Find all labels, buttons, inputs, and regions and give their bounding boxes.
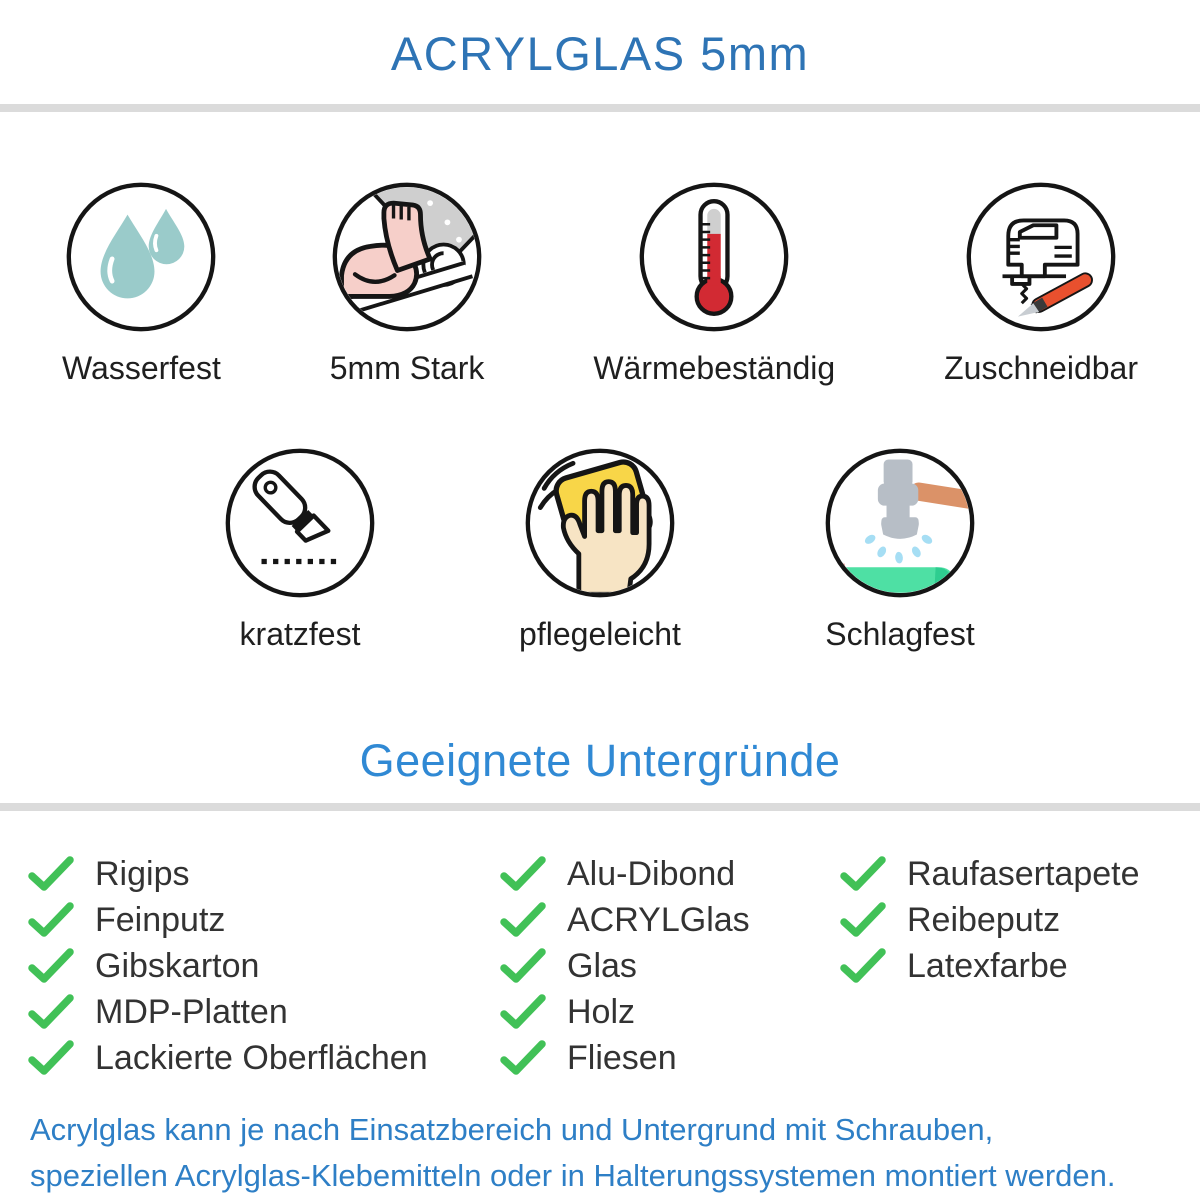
feature-label: pflegeleicht: [519, 616, 681, 652]
feature-label: Schlagfest: [825, 616, 975, 652]
utility-knife-icon: [223, 446, 377, 600]
checkmark-icon: [840, 948, 886, 984]
checkmark-icon: [28, 902, 74, 938]
feature-label: 5mm Stark: [329, 350, 485, 386]
list-item: [500, 855, 840, 893]
flexed-arm-sheet-icon: [330, 180, 484, 334]
feature-waermebestaendig: [593, 180, 835, 387]
substrates-section-title: Geeignete Untergründe: [359, 735, 841, 786]
water-drops-icon: [64, 180, 218, 334]
list-item-label: Alu-Dibond: [567, 854, 736, 893]
list-item: [840, 947, 1200, 985]
checkmark-icon: [500, 1040, 546, 1076]
checkmark-icon: [500, 856, 546, 892]
features-row-2: [0, 446, 1200, 653]
substrates-column-1: [28, 855, 500, 1085]
list-item: [500, 1039, 840, 1077]
list-item-label: Feinputz: [95, 900, 226, 939]
list-item: [28, 1039, 500, 1077]
divider-substrates: [0, 803, 1200, 811]
features-row-1: [0, 180, 1200, 387]
mounting-note: [30, 1107, 1200, 1199]
checkmark-icon: [28, 948, 74, 984]
hammer-impact-icon: [823, 446, 977, 600]
feature-zuschneidbar: [944, 180, 1138, 387]
list-item: [500, 993, 840, 1031]
thermometer-icon: [637, 180, 791, 334]
list-item-label: Rigips: [95, 854, 190, 893]
list-item-label: Glas: [567, 946, 637, 985]
list-item-label: Lackierte Oberflächen: [95, 1038, 428, 1077]
feature-label: Zuschneidbar: [944, 350, 1138, 386]
feature-pflegeleicht: [472, 446, 728, 653]
cleaning-hand-icon: [523, 446, 677, 600]
substrates-list: [0, 811, 1200, 1085]
substrates-column-2: [500, 855, 840, 1085]
mounting-note-line2: speziellen Acrylglas-Klebemitteln oder in Halterungssystemen montiert werden.: [30, 1158, 1116, 1193]
feature-wasserfest: [62, 180, 221, 387]
list-item: [840, 901, 1200, 939]
list-item-label: MDP-Platten: [95, 992, 288, 1031]
divider-top: [0, 104, 1200, 112]
list-item-label: Holz: [567, 992, 636, 1031]
list-item-label: Fliesen: [567, 1038, 677, 1077]
list-item: [28, 993, 500, 1031]
checkmark-icon: [840, 856, 886, 892]
page-title: ACRYLGLAS 5mm: [390, 27, 810, 80]
list-item: [28, 947, 500, 985]
list-item: [28, 855, 500, 893]
feature-5mm-stark: [330, 180, 485, 387]
list-item-label: ACRYLGlas: [567, 900, 750, 939]
feature-kratzfest: [172, 446, 428, 653]
checkmark-icon: [500, 948, 546, 984]
checkmark-icon: [28, 856, 74, 892]
list-item: [500, 901, 840, 939]
substrates-column-3: [840, 855, 1200, 1085]
feature-schlagfest: [772, 446, 1028, 653]
list-item: [500, 947, 840, 985]
list-item-label: Gibskarton: [95, 946, 260, 985]
checkmark-icon: [28, 1040, 74, 1076]
checkmark-icon: [500, 994, 546, 1030]
mounting-note-line1: Acrylglas kann je nach Einsatzbereich und Untergrund mit Schrauben,: [30, 1112, 994, 1147]
checkmark-icon: [840, 902, 886, 938]
list-item-label: Raufasertapete: [907, 854, 1140, 893]
feature-label: kratzfest: [239, 616, 361, 652]
checkmark-icon: [500, 902, 546, 938]
list-item: [840, 855, 1200, 893]
feature-label: Wasserfest: [62, 350, 221, 386]
list-item: [28, 901, 500, 939]
checkmark-icon: [28, 994, 74, 1030]
list-item-label: Latexfarbe: [907, 946, 1068, 985]
feature-label: Wärmebeständig: [593, 350, 836, 386]
jigsaw-cutter-icon: [964, 180, 1118, 334]
list-item-label: Reibeputz: [907, 900, 1061, 939]
